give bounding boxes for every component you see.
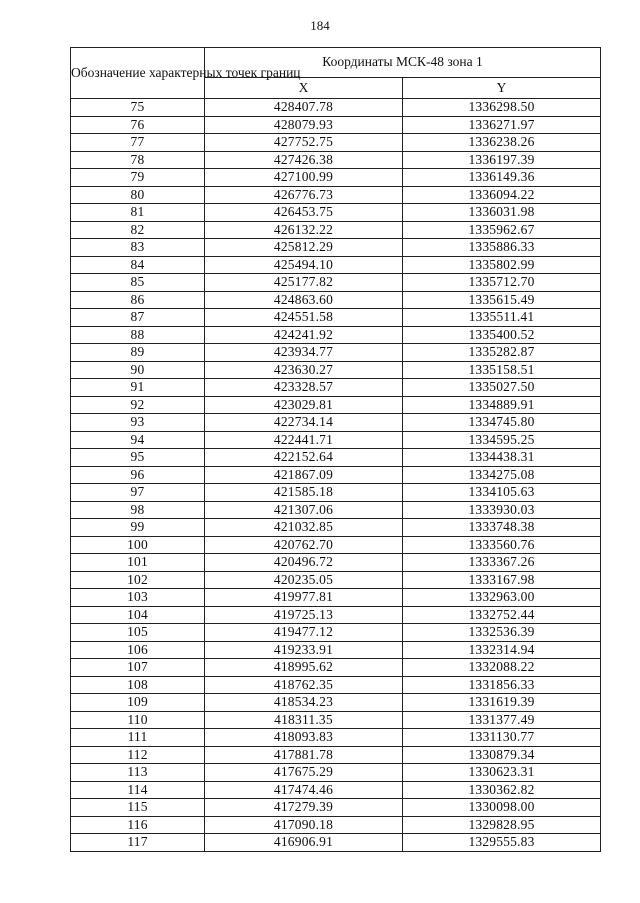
point-id-cell: 113 bbox=[71, 764, 205, 782]
point-id-cell: 99 bbox=[71, 519, 205, 537]
table-row bbox=[71, 816, 601, 834]
point-id-cell: 75 bbox=[71, 99, 205, 117]
table-row bbox=[71, 344, 601, 362]
x-coordinate-cell: 420235.05 bbox=[205, 571, 403, 589]
x-coordinate-cell: 421867.09 bbox=[205, 466, 403, 484]
y-coordinate-cell: 1333930.03 bbox=[403, 501, 601, 519]
point-id-cell: 90 bbox=[71, 361, 205, 379]
y-coordinate-cell: 1330362.82 bbox=[403, 781, 601, 799]
x-coordinate-cell: 422441.71 bbox=[205, 431, 403, 449]
table-row bbox=[71, 361, 601, 379]
table-row bbox=[71, 536, 601, 554]
point-id-cell: 97 bbox=[71, 484, 205, 502]
y-coordinate-cell: 1334745.80 bbox=[403, 414, 601, 432]
point-id-cell: 100 bbox=[71, 536, 205, 554]
table-row bbox=[71, 571, 601, 589]
y-column-header: Y bbox=[403, 78, 601, 99]
x-coordinate-cell: 428407.78 bbox=[205, 99, 403, 117]
point-id-cell: 103 bbox=[71, 589, 205, 607]
y-coordinate-cell: 1330098.00 bbox=[403, 799, 601, 817]
table-header bbox=[71, 48, 601, 99]
point-id-cell: 111 bbox=[71, 729, 205, 747]
y-coordinate-cell: 1330623.31 bbox=[403, 764, 601, 782]
y-coordinate-cell: 1334438.31 bbox=[403, 449, 601, 467]
y-coordinate-cell: 1329828.95 bbox=[403, 816, 601, 834]
y-coordinate-cell: 1332963.00 bbox=[403, 589, 601, 607]
point-id-cell: 102 bbox=[71, 571, 205, 589]
x-coordinate-cell: 423328.57 bbox=[205, 379, 403, 397]
table-row bbox=[71, 431, 601, 449]
y-coordinate-cell: 1334275.08 bbox=[403, 466, 601, 484]
table-row bbox=[71, 134, 601, 152]
y-coordinate-cell: 1332752.44 bbox=[403, 606, 601, 624]
y-coordinate-cell: 1335712.70 bbox=[403, 274, 601, 292]
y-coordinate-cell: 1330879.34 bbox=[403, 746, 601, 764]
table-row bbox=[71, 501, 601, 519]
point-id-cell: 94 bbox=[71, 431, 205, 449]
x-coordinate-cell: 418534.23 bbox=[205, 694, 403, 712]
table-row bbox=[71, 781, 601, 799]
point-id-cell: 101 bbox=[71, 554, 205, 572]
point-id-cell: 84 bbox=[71, 256, 205, 274]
x-column-header: X bbox=[205, 78, 403, 99]
point-label-header: Обозначение характерных точек границ bbox=[71, 48, 205, 99]
y-coordinate-cell: 1333367.26 bbox=[403, 554, 601, 572]
x-coordinate-cell: 418093.83 bbox=[205, 729, 403, 747]
table-row bbox=[71, 99, 601, 117]
table-body bbox=[71, 99, 601, 852]
table-row bbox=[71, 554, 601, 572]
y-coordinate-cell: 1332314.94 bbox=[403, 641, 601, 659]
x-coordinate-cell: 420762.70 bbox=[205, 536, 403, 554]
x-coordinate-cell: 428079.93 bbox=[205, 116, 403, 134]
y-coordinate-cell: 1331619.39 bbox=[403, 694, 601, 712]
table-row bbox=[71, 326, 601, 344]
x-coordinate-cell: 427426.38 bbox=[205, 151, 403, 169]
x-coordinate-cell: 418311.35 bbox=[205, 711, 403, 729]
x-coordinate-cell: 425494.10 bbox=[205, 256, 403, 274]
x-coordinate-cell: 416906.91 bbox=[205, 834, 403, 852]
table-row bbox=[71, 729, 601, 747]
x-coordinate-cell: 417279.39 bbox=[205, 799, 403, 817]
y-coordinate-cell: 1336031.98 bbox=[403, 204, 601, 222]
y-coordinate-cell: 1336238.26 bbox=[403, 134, 601, 152]
point-id-cell: 109 bbox=[71, 694, 205, 712]
y-coordinate-cell: 1333560.76 bbox=[403, 536, 601, 554]
point-id-cell: 91 bbox=[71, 379, 205, 397]
table-row bbox=[71, 694, 601, 712]
x-coordinate-cell: 427752.75 bbox=[205, 134, 403, 152]
x-coordinate-cell: 423029.81 bbox=[205, 396, 403, 414]
table-row bbox=[71, 484, 601, 502]
y-coordinate-cell: 1335027.50 bbox=[403, 379, 601, 397]
table-row bbox=[71, 204, 601, 222]
y-coordinate-cell: 1335615.49 bbox=[403, 291, 601, 309]
y-coordinate-cell: 1334105.63 bbox=[403, 484, 601, 502]
table-row bbox=[71, 676, 601, 694]
point-id-cell: 106 bbox=[71, 641, 205, 659]
table-row bbox=[71, 186, 601, 204]
table-row bbox=[71, 169, 601, 187]
table-row bbox=[71, 256, 601, 274]
x-coordinate-cell: 418995.62 bbox=[205, 659, 403, 677]
x-coordinate-cell: 424863.60 bbox=[205, 291, 403, 309]
y-coordinate-cell: 1335511.41 bbox=[403, 309, 601, 327]
y-coordinate-cell: 1334889.91 bbox=[403, 396, 601, 414]
point-id-cell: 87 bbox=[71, 309, 205, 327]
x-coordinate-cell: 417090.18 bbox=[205, 816, 403, 834]
x-coordinate-cell: 422152.64 bbox=[205, 449, 403, 467]
x-coordinate-cell: 424551.58 bbox=[205, 309, 403, 327]
x-coordinate-cell: 419477.12 bbox=[205, 624, 403, 642]
y-coordinate-cell: 1335962.67 bbox=[403, 221, 601, 239]
y-coordinate-cell: 1329555.83 bbox=[403, 834, 601, 852]
table-row bbox=[71, 746, 601, 764]
point-id-cell: 105 bbox=[71, 624, 205, 642]
table-row bbox=[71, 221, 601, 239]
y-coordinate-cell: 1331856.33 bbox=[403, 676, 601, 694]
y-coordinate-cell: 1332536.39 bbox=[403, 624, 601, 642]
x-coordinate-cell: 426132.22 bbox=[205, 221, 403, 239]
x-coordinate-cell: 418762.35 bbox=[205, 676, 403, 694]
x-coordinate-cell: 423630.27 bbox=[205, 361, 403, 379]
x-coordinate-cell: 419977.81 bbox=[205, 589, 403, 607]
table-row bbox=[71, 449, 601, 467]
point-id-cell: 88 bbox=[71, 326, 205, 344]
point-id-cell: 95 bbox=[71, 449, 205, 467]
table-row bbox=[71, 764, 601, 782]
table-row bbox=[71, 151, 601, 169]
table-row bbox=[71, 291, 601, 309]
point-id-cell: 104 bbox=[71, 606, 205, 624]
x-coordinate-cell: 422734.14 bbox=[205, 414, 403, 432]
point-id-cell: 117 bbox=[71, 834, 205, 852]
point-id-cell: 115 bbox=[71, 799, 205, 817]
point-id-cell: 98 bbox=[71, 501, 205, 519]
table-row bbox=[71, 589, 601, 607]
y-coordinate-cell: 1331377.49 bbox=[403, 711, 601, 729]
coordinate-system-header: Координаты МСК-48 зона 1 bbox=[205, 48, 601, 78]
point-id-cell: 85 bbox=[71, 274, 205, 292]
y-coordinate-cell: 1336298.50 bbox=[403, 99, 601, 117]
y-coordinate-cell: 1335158.51 bbox=[403, 361, 601, 379]
x-coordinate-cell: 421032.85 bbox=[205, 519, 403, 537]
table-row bbox=[71, 274, 601, 292]
y-coordinate-cell: 1335802.99 bbox=[403, 256, 601, 274]
point-id-cell: 112 bbox=[71, 746, 205, 764]
table-row bbox=[71, 606, 601, 624]
point-id-cell: 83 bbox=[71, 239, 205, 257]
point-id-cell: 116 bbox=[71, 816, 205, 834]
page-number: 184 bbox=[310, 18, 330, 33]
table-row bbox=[71, 624, 601, 642]
y-coordinate-cell: 1335886.33 bbox=[403, 239, 601, 257]
x-coordinate-cell: 419233.91 bbox=[205, 641, 403, 659]
x-coordinate-cell: 426776.73 bbox=[205, 186, 403, 204]
point-id-cell: 93 bbox=[71, 414, 205, 432]
table-row bbox=[71, 659, 601, 677]
y-coordinate-cell: 1336094.22 bbox=[403, 186, 601, 204]
x-coordinate-cell: 424241.92 bbox=[205, 326, 403, 344]
point-id-cell: 92 bbox=[71, 396, 205, 414]
table-row bbox=[71, 379, 601, 397]
point-id-cell: 114 bbox=[71, 781, 205, 799]
point-id-cell: 96 bbox=[71, 466, 205, 484]
point-id-cell: 80 bbox=[71, 186, 205, 204]
y-coordinate-cell: 1333748.38 bbox=[403, 519, 601, 537]
point-id-cell: 89 bbox=[71, 344, 205, 362]
y-coordinate-cell: 1336197.39 bbox=[403, 151, 601, 169]
x-coordinate-cell: 417474.46 bbox=[205, 781, 403, 799]
y-coordinate-cell: 1334595.25 bbox=[403, 431, 601, 449]
coordinates-table bbox=[70, 47, 601, 852]
table-row bbox=[71, 641, 601, 659]
x-coordinate-cell: 425812.29 bbox=[205, 239, 403, 257]
point-id-cell: 79 bbox=[71, 169, 205, 187]
point-id-cell: 78 bbox=[71, 151, 205, 169]
table-row bbox=[71, 466, 601, 484]
x-coordinate-cell: 419725.13 bbox=[205, 606, 403, 624]
y-coordinate-cell: 1332088.22 bbox=[403, 659, 601, 677]
x-coordinate-cell: 423934.77 bbox=[205, 344, 403, 362]
x-coordinate-cell: 417675.29 bbox=[205, 764, 403, 782]
x-coordinate-cell: 425177.82 bbox=[205, 274, 403, 292]
point-id-cell: 110 bbox=[71, 711, 205, 729]
y-coordinate-cell: 1336271.97 bbox=[403, 116, 601, 134]
x-coordinate-cell: 421585.18 bbox=[205, 484, 403, 502]
x-coordinate-cell: 421307.06 bbox=[205, 501, 403, 519]
table-row bbox=[71, 396, 601, 414]
point-id-cell: 76 bbox=[71, 116, 205, 134]
x-coordinate-cell: 417881.78 bbox=[205, 746, 403, 764]
point-id-cell: 82 bbox=[71, 221, 205, 239]
table-row bbox=[71, 519, 601, 537]
point-id-cell: 107 bbox=[71, 659, 205, 677]
x-coordinate-cell: 426453.75 bbox=[205, 204, 403, 222]
point-id-cell: 77 bbox=[71, 134, 205, 152]
x-coordinate-cell: 427100.99 bbox=[205, 169, 403, 187]
table-row bbox=[71, 239, 601, 257]
table-row bbox=[71, 309, 601, 327]
table-row bbox=[71, 834, 601, 852]
table-row bbox=[71, 799, 601, 817]
point-id-cell: 81 bbox=[71, 204, 205, 222]
table-row bbox=[71, 711, 601, 729]
point-id-cell: 108 bbox=[71, 676, 205, 694]
table-row bbox=[71, 414, 601, 432]
x-coordinate-cell: 420496.72 bbox=[205, 554, 403, 572]
y-coordinate-cell: 1333167.98 bbox=[403, 571, 601, 589]
y-coordinate-cell: 1331130.77 bbox=[403, 729, 601, 747]
table-row bbox=[71, 116, 601, 134]
y-coordinate-cell: 1336149.36 bbox=[403, 169, 601, 187]
y-coordinate-cell: 1335282.87 bbox=[403, 344, 601, 362]
y-coordinate-cell: 1335400.52 bbox=[403, 326, 601, 344]
point-id-cell: 86 bbox=[71, 291, 205, 309]
